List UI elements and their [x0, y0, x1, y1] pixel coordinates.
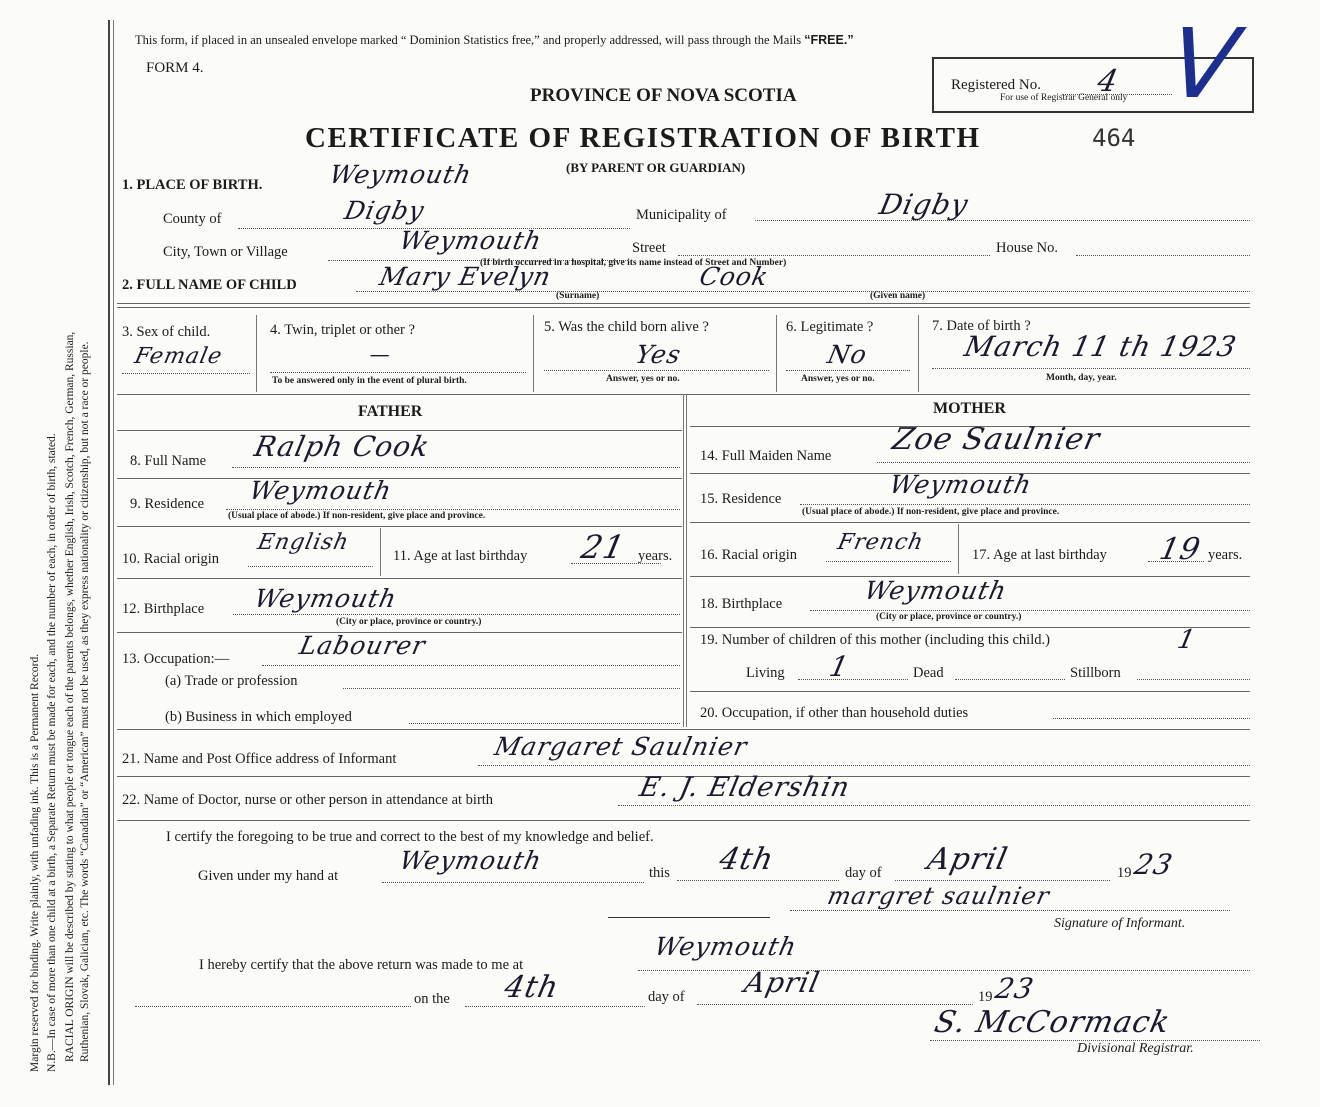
street-label: Street — [632, 240, 666, 256]
informant-label: 21. Name and Post Office address of Informant — [122, 751, 397, 767]
given-name-note: (Given name) — [870, 291, 926, 301]
twin-value: — — [367, 342, 394, 366]
province-heading: PROVINCE OF NOVA SCOTIA — [530, 85, 797, 106]
given-year-prefix: 19 — [1117, 865, 1132, 881]
given-day-of-label: day of — [845, 865, 882, 881]
mother-residence-value: Weymouth — [886, 470, 1035, 499]
given-under-label: Given under my hand at — [198, 868, 339, 884]
living-label: Living — [746, 665, 785, 681]
registered-no-value: 4 — [1094, 64, 1122, 99]
city-label: City, Town or Village — [163, 244, 288, 260]
trade-label: (a) Trade or profession — [165, 673, 298, 689]
registrar-note: For use of Registrar General only — [1000, 93, 1128, 103]
given-day-value: 4th — [716, 842, 778, 877]
father-birthplace-note: (City or place, province or country.) — [336, 617, 482, 627]
legitimate-value: No — [824, 340, 871, 369]
place-of-birth-label: 1. PLACE OF BIRTH. — [122, 177, 263, 193]
hospital-note: (If birth occurred in a hospital, give its name instead of Street and Number) — [480, 258, 787, 268]
mail-notice: This form, if placed in an unsealed envelope marked “ Dominion Statistics free,” and properly addressed, will pass through the Mails “FREE.” — [135, 33, 854, 47]
given-month-value: April — [924, 842, 1012, 877]
registrar-signature: S. McCormack — [931, 1005, 1174, 1040]
child-name-label: 2. FULL NAME OF CHILD — [122, 277, 297, 293]
divisional-registrar-label: Divisional Registrar. — [1077, 1041, 1194, 1056]
dob-value: March 11 th 1923 — [961, 330, 1240, 363]
child-surname: Cook — [696, 262, 772, 291]
surname-note: (Surname) — [556, 291, 600, 301]
mother-birthplace-value: Weymouth — [861, 576, 1010, 605]
registrar-certify-label: I hereby certify that the above return was made to me at — [199, 957, 524, 973]
margin-instruction-line: N.B.—In case of more than one child at a birth, a Separate Return must be made for each, and the number of each, in order of birth, stated. — [46, 433, 58, 1072]
father-residence-label: 9. Residence — [130, 496, 205, 512]
father-heading: FATHER — [358, 403, 423, 420]
check-mark: V — [1151, 8, 1254, 120]
registrar-on-the-label: on the — [414, 991, 450, 1007]
doctor-value: E. J. Eldershin — [636, 772, 853, 803]
twin-note: To be answered only in the event of plural birth. — [272, 376, 467, 386]
living-value: 1 — [826, 650, 853, 683]
mother-residence-note: (Usual place of abode.) If non-resident, give place and province. — [802, 507, 1060, 517]
registrar-place-value: Weymouth — [651, 932, 800, 961]
father-years-label: years. — [638, 548, 673, 564]
margin-instruction-line: Ruthenian, Slovak, Galician, etc. The words “Canadian” or “American” must not be used, as they express nationality or citizenship, but not a race or people. — [79, 341, 91, 1062]
father-age-label: 11. Age at last birthday — [393, 548, 528, 564]
mother-age-value: 19 — [1156, 532, 1204, 567]
registrar-day-value: 4th — [501, 970, 563, 1005]
certificate-subtitle: (BY PARENT OR GUARDIAN) — [566, 160, 746, 175]
informant-signature: margret saulnier — [825, 882, 1053, 910]
mother-name-value: Zoe Saulnier — [889, 422, 1104, 457]
father-residence-value: Weymouth — [246, 476, 395, 505]
child-given-names: Mary Evelyn — [376, 262, 555, 291]
father-name-label: 8. Full Name — [130, 453, 207, 469]
registrar-year-prefix: 19 — [978, 989, 993, 1005]
form-number: FORM 4. — [146, 60, 204, 76]
county-value: Digby — [341, 196, 428, 225]
business-label: (b) Business in which employed — [165, 709, 352, 725]
dead-label: Dead — [913, 665, 944, 681]
father-residence-note: (Usual place of abode.) If non-resident, give place and province. — [228, 511, 486, 521]
place-of-birth-value: Weymouth — [326, 160, 475, 189]
father-birthplace-label: 12. Birthplace — [122, 601, 205, 617]
father-racial-label: 10. Racial origin — [122, 551, 220, 567]
mail-notice-free: “FREE.” — [804, 33, 854, 47]
registrar-day-of-label: day of — [648, 989, 685, 1005]
legitimate-note: Answer, yes or no. — [801, 374, 875, 384]
mother-racial-value: French — [835, 530, 927, 555]
binding-margin-line — [108, 20, 110, 1085]
twin-label: 4. Twin, triplet or other ? — [270, 322, 415, 338]
county-label: County of — [163, 211, 222, 227]
father-age-value: 21 — [577, 528, 629, 566]
margin-instruction-line: RACIAL ORIGIN will be described by stating to what people or tongue each of the parents belongs, whether English, Irish, Scotch, French, German, Russian, — [64, 331, 76, 1062]
mother-birthplace-note: (City or place, province or country.) — [876, 612, 1022, 622]
house-no-label: House No. — [996, 240, 1059, 256]
mother-heading: MOTHER — [933, 400, 1006, 417]
sex-label: 3. Sex of child. — [122, 324, 211, 340]
mother-racial-label: 16. Racial origin — [700, 547, 798, 563]
mother-years-label: years. — [1208, 547, 1243, 563]
registrar-month-value: April — [741, 966, 823, 999]
born-alive-label: 5. Was the child born alive ? — [544, 319, 709, 335]
margin-instruction-line: Margin reserved for binding. Write plainly, with unfading ink. This is a Permanent Record. — [29, 653, 41, 1072]
parents-divider — [683, 394, 684, 727]
given-place-value: Weymouth — [396, 846, 545, 875]
mother-birthplace-label: 18. Birthplace — [700, 596, 783, 612]
children-count-label: 19. Number of children of this mother (including this child.) — [700, 632, 1050, 648]
stillborn-label: Stillborn — [1070, 665, 1121, 681]
certificate-title: CERTIFICATE OF REGISTRATION OF BIRTH — [305, 122, 981, 154]
binding-margin-line-inner — [113, 20, 114, 1085]
father-racial-value: English — [255, 530, 352, 555]
dob-note: Month, day, year. — [1046, 373, 1117, 383]
father-occupation-label: 13. Occupation:— — [122, 651, 230, 667]
this-label: this — [649, 865, 670, 881]
informant-signature-label: Signature of Informant. — [1054, 916, 1186, 931]
dob-label: 7. Date of birth ? — [932, 318, 1031, 334]
registrar-year-value: 23 — [992, 972, 1038, 1005]
stamp-number: 464 — [1092, 124, 1136, 152]
father-occupation-value: Labourer — [296, 631, 429, 660]
certify-text: I certify the foregoing to be true and correct to the best of my knowledge and belief. — [166, 829, 654, 845]
father-birthplace-value: Weymouth — [251, 584, 400, 613]
born-alive-value: Yes — [632, 340, 685, 369]
sex-value: Female — [132, 344, 225, 369]
municipality-value: Digby — [876, 188, 972, 221]
registered-no-label: Registered No. — [951, 77, 1041, 93]
mother-occupation-label: 20. Occupation, if other than household duties — [700, 705, 969, 721]
city-value: Weymouth — [396, 226, 545, 255]
margin-instructions — [28, 12, 93, 1092]
mother-residence-label: 15. Residence — [700, 491, 782, 507]
children-count-value: 1 — [1174, 625, 1199, 655]
legitimate-label: 6. Legitimate ? — [786, 319, 874, 335]
father-name-value: Ralph Cook — [251, 430, 433, 463]
born-alive-note: Answer, yes or no. — [606, 374, 680, 384]
informant-value: Margaret Saulnier — [491, 732, 751, 761]
municipality-label: Municipality of — [636, 207, 727, 223]
mother-name-label: 14. Full Maiden Name — [700, 448, 832, 464]
given-year-value: 23 — [1131, 848, 1177, 881]
mother-age-label: 17. Age at last birthday — [972, 547, 1107, 563]
doctor-label: 22. Name of Doctor, nurse or other person in attendance at birth — [122, 792, 494, 808]
